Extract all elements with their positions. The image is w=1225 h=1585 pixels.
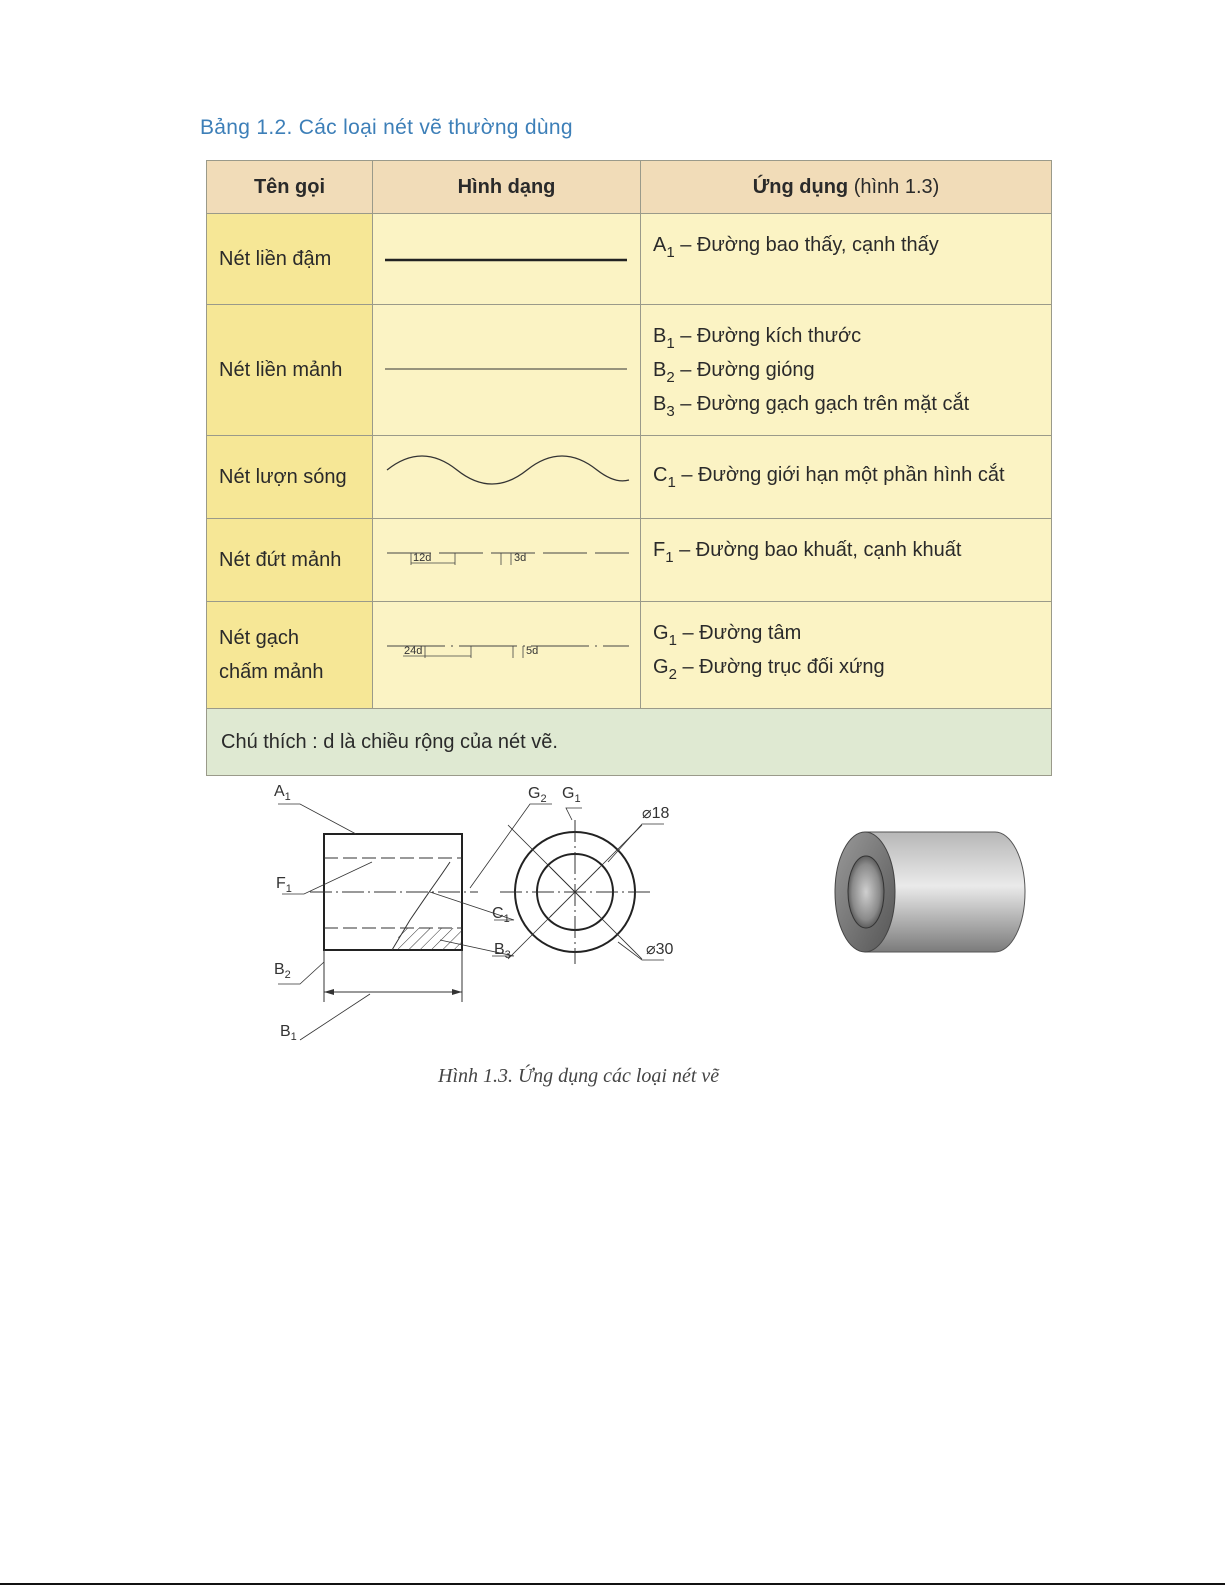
use-text: – Đường kích thước — [680, 325, 862, 347]
side-view — [310, 834, 478, 1002]
use-text: – Đường tâm — [682, 622, 802, 644]
row-name: Nét lượn sóng — [207, 436, 373, 519]
label-dia-inner: ⌀18 — [642, 805, 670, 822]
thick-solid-line — [373, 214, 639, 298]
use-item — [653, 616, 1051, 650]
use-item — [653, 319, 1051, 353]
header-use-label: Ứng dụng — [752, 175, 849, 198]
table-caption: Bảng 1.2. Các loại nét vẽ thường dùng — [200, 116, 573, 139]
header-name: Tên gọi — [207, 161, 373, 214]
row-name: Nét liền đậm — [207, 214, 373, 305]
use-letter: G — [653, 622, 669, 644]
use-text: – Đường giới hạn một phần hình cắt — [681, 464, 1005, 486]
use-letter: F — [653, 539, 666, 561]
figure-drawing — [260, 770, 1060, 1060]
row-name — [207, 602, 373, 709]
wavy-line — [373, 436, 639, 512]
use-letter: G — [653, 656, 669, 678]
dash-length-label: 12d — [413, 552, 432, 564]
use-item — [653, 458, 1051, 492]
use-item — [653, 353, 1051, 387]
line-types-table — [206, 160, 1052, 776]
use-sub: 2 — [668, 666, 677, 683]
use-letter: A — [653, 234, 667, 256]
use-sub: 3 — [666, 403, 675, 420]
label-g1: $G_1$ — [562, 785, 581, 805]
thin-solid-line — [373, 305, 639, 429]
use-cell — [641, 519, 1052, 602]
shape-cell — [373, 305, 641, 436]
use-item — [653, 533, 1051, 567]
shape-cell — [373, 602, 641, 709]
header-shape: Hình dạng — [373, 161, 641, 214]
row-name-line: chấm mảnh — [219, 661, 324, 683]
row-name: Nét liền mảnh — [207, 305, 373, 436]
use-item — [653, 650, 1051, 684]
header-use-ref: (hình 1.3) — [853, 175, 940, 198]
table-row — [207, 436, 1052, 519]
header-use — [641, 161, 1052, 214]
table-row — [207, 602, 1052, 709]
end-view — [500, 820, 664, 964]
shape-cell — [373, 519, 641, 602]
use-letter: B — [653, 393, 667, 415]
row-name-line: Nét gạch — [219, 627, 300, 649]
use-text: – Đường trục đối xứng — [682, 656, 885, 678]
bushing-3d-image — [835, 832, 1025, 952]
use-sub: 1 — [666, 335, 675, 352]
table-row — [207, 519, 1052, 602]
use-text: – Đường bao thấy, cạnh thấy — [680, 234, 939, 256]
table-note: Chú thích : d là chiều rộng của nét vẽ. — [207, 709, 1052, 776]
label-dia-outer: ⌀30 — [646, 941, 674, 958]
shape-cell — [373, 214, 641, 305]
label-f1: $F_1$ — [276, 875, 292, 895]
table-header-row — [207, 161, 1052, 214]
use-item — [653, 228, 1051, 262]
use-sub: 1 — [667, 474, 676, 491]
table-row — [207, 214, 1052, 305]
use-sub: 1 — [668, 632, 677, 649]
use-text: – Đường gạch gạch trên mặt cắt — [680, 393, 970, 415]
use-item — [653, 387, 1051, 421]
label-b1: $B_1$ — [280, 1023, 297, 1043]
use-cell — [641, 436, 1052, 519]
use-text: – Đường bao khuất, cạnh khuất — [679, 539, 962, 561]
use-text: – Đường gióng — [680, 359, 815, 381]
label-g2: $G_2$ — [528, 785, 547, 805]
use-letter: B — [653, 325, 667, 347]
use-letter: C — [653, 464, 668, 486]
figure-caption: Hình 1.3. Ứng dụng các loại nét vẽ — [438, 1065, 720, 1087]
label-c1: $C_1$ — [492, 905, 510, 925]
dash-dot-line — [373, 602, 639, 702]
dashed-line — [373, 519, 639, 595]
shape-cell — [373, 436, 641, 519]
gap-length-label: 5d — [526, 645, 539, 657]
table-note-row — [207, 709, 1052, 776]
use-cell — [641, 305, 1052, 436]
label-a1: $A_1$ — [274, 783, 291, 803]
use-cell — [641, 214, 1052, 305]
use-sub: 1 — [666, 244, 675, 261]
dash-length-label: 24d — [404, 645, 423, 657]
use-sub: 2 — [666, 369, 675, 386]
use-letter: B — [653, 359, 667, 381]
row-name: Nét đứt mảnh — [207, 519, 373, 602]
label-b3: $B_3$ — [494, 941, 511, 961]
gap-length-label: 3d — [514, 552, 527, 564]
table-row — [207, 305, 1052, 436]
use-sub: 1 — [665, 549, 674, 566]
label-b2: $B_2$ — [274, 961, 291, 981]
use-cell — [641, 602, 1052, 709]
